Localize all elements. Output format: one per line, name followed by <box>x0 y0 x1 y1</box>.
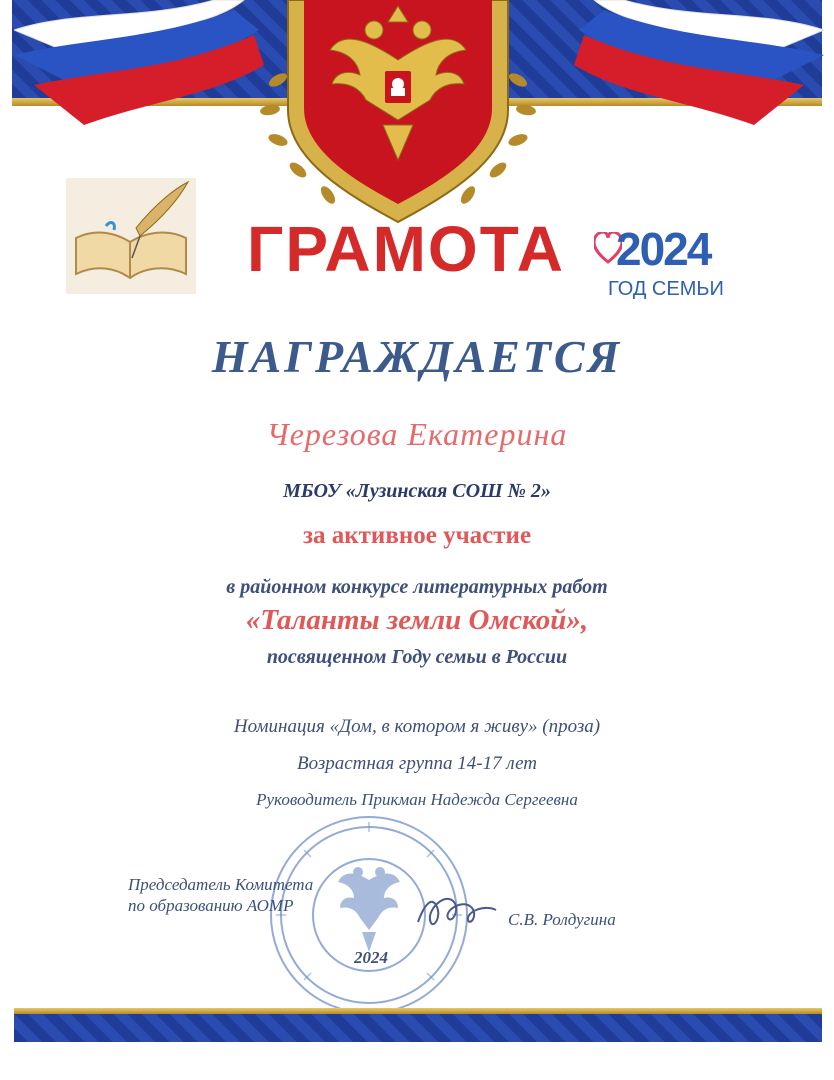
contest-name: «Таланты земли Омской», <box>245 604 589 636</box>
book-quill-icon <box>66 178 196 294</box>
chair-title-line2: по образованию АОМР <box>128 896 294 915</box>
bottom-decorative-band <box>14 1014 822 1042</box>
signature-icon <box>412 880 502 940</box>
russian-flag-right-icon <box>574 0 824 150</box>
russian-flag-left-icon <box>14 0 264 150</box>
chair-title-line1: Председатель Комитета <box>128 875 314 894</box>
age-group: Возрастная группа 14-17 лет <box>296 753 537 774</box>
chair-title <box>128 874 388 916</box>
year-caption: ГОД СЕМЬИ <box>608 278 724 300</box>
stamp-year: 2024 <box>354 948 388 967</box>
year-number: 2024 <box>616 223 711 275</box>
contest-description: в районном конкурсе литературных работ <box>226 576 608 598</box>
year-of-family-logo <box>594 222 724 312</box>
school-name: МБОУ «Лузинская СОШ № 2» <box>283 480 551 502</box>
awarded-heading: НАГРАЖДАЕТСЯ <box>211 331 623 382</box>
coat-of-arms-icon <box>248 0 548 230</box>
supervisor: Руководитель Прикман Надежда Сергеевна <box>256 790 578 809</box>
contest-dedication: посвященном Году семьи в России <box>266 646 568 668</box>
award-reason: за активное участие <box>302 522 532 549</box>
certificate-title: ГРАМОТА <box>247 213 565 285</box>
chair-name: С.В. Ролдугина <box>508 910 616 929</box>
nomination: Номинация «Дом, в котором я живу» (проза) <box>233 716 601 737</box>
recipient-name: Черезова Екатерина <box>266 416 568 452</box>
